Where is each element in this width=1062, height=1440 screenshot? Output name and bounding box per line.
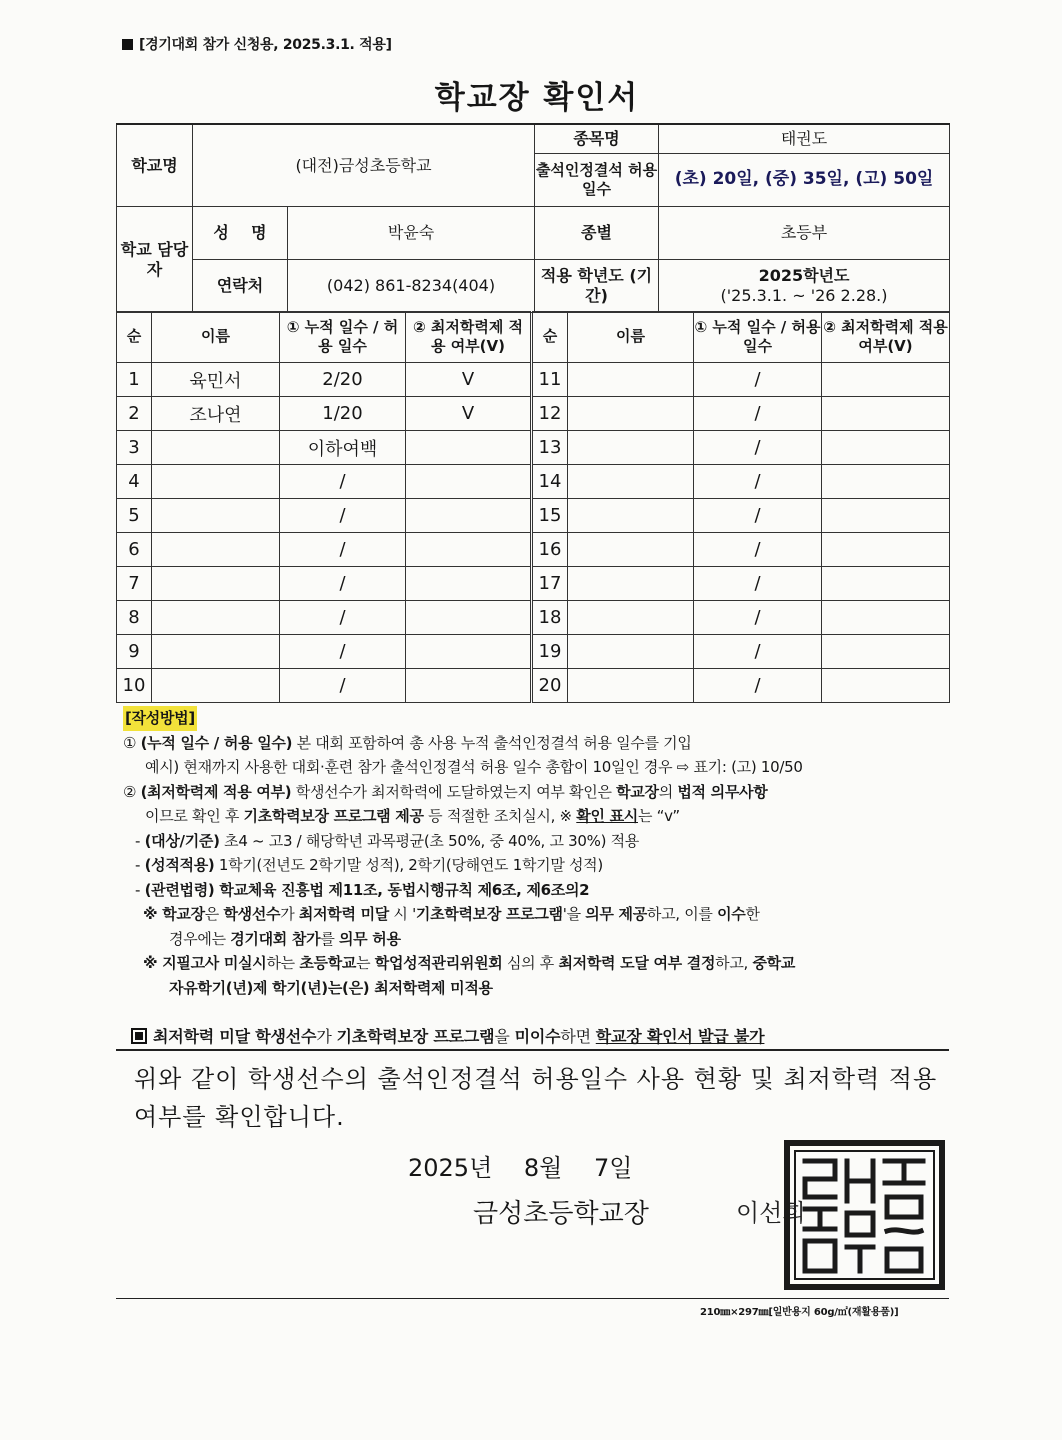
cell-min bbox=[822, 499, 950, 533]
cell-days: / bbox=[280, 567, 406, 601]
cell-days: / bbox=[280, 465, 406, 499]
method-header: [작성방법] bbox=[123, 706, 197, 731]
table-row bbox=[117, 567, 950, 601]
header-min: ② 최저학력제 적용 여부(V) bbox=[406, 312, 532, 363]
table-row bbox=[117, 601, 950, 635]
cell-min bbox=[822, 669, 950, 703]
cell-days: / bbox=[280, 533, 406, 567]
school-label: 학교명 bbox=[117, 124, 193, 207]
cell-no: 11 bbox=[532, 363, 568, 397]
cell-min bbox=[406, 499, 532, 533]
quota-label: 출석인정결석 허용 일수 bbox=[535, 154, 659, 207]
cell-no: 13 bbox=[532, 431, 568, 465]
cell-name bbox=[568, 465, 694, 499]
cell-no: 18 bbox=[532, 601, 568, 635]
final-note: 최저학력 미달 학생선수가 기초학력보장 프로그램을 미이수하면 학교장 확인서 발급 불가 bbox=[131, 1024, 764, 1047]
issuer-title: 금성초등학교장 bbox=[473, 1199, 649, 1229]
manager-label: 학교 담당자 bbox=[117, 207, 193, 313]
cell-days: / bbox=[694, 567, 822, 601]
cell-min bbox=[406, 567, 532, 601]
writing-method bbox=[123, 706, 953, 1000]
footer-divider bbox=[116, 1298, 949, 1299]
method-line: - (관련법령) 학교체육 진흥법 제11조, 동법시행규칙 제6조, 제6조의2 bbox=[135, 880, 590, 899]
cell-min: V bbox=[406, 397, 532, 431]
cell-name bbox=[152, 499, 280, 533]
cell-name bbox=[568, 397, 694, 431]
quota-value: (초) 20일, (중) 35일, (고) 50일 bbox=[659, 154, 950, 207]
event-label: 종목명 bbox=[535, 124, 659, 154]
cell-days: / bbox=[280, 601, 406, 635]
cell-name bbox=[152, 465, 280, 499]
cell-days: 2/20 bbox=[280, 363, 406, 397]
cell-name bbox=[152, 669, 280, 703]
official-seal-icon bbox=[783, 1139, 946, 1291]
name-value: 박윤숙 bbox=[288, 207, 535, 260]
method-line: ※ 학교장은 학생선수가 최저학력 미달 시 '기초학력보장 프로그램'을 의무 제공하고, 이를 이수한 bbox=[143, 905, 760, 923]
cell-no: 14 bbox=[532, 465, 568, 499]
table-row bbox=[117, 635, 950, 669]
cell-name bbox=[568, 635, 694, 669]
cell-name: 육민서 bbox=[152, 363, 280, 397]
method-line: ① (누적 일수 / 허용 일수) 본 대회 포함하여 총 사용 누적 출석인정결석 허용 일수를 기입 bbox=[123, 733, 692, 752]
header-name: 이름 bbox=[152, 312, 280, 363]
table-row bbox=[117, 499, 950, 533]
cell-min bbox=[822, 635, 950, 669]
top-note-text: [경기대회 참가 신청용, 2025.3.1. 적용] bbox=[139, 37, 392, 53]
info-table bbox=[116, 123, 950, 313]
method-line: ※ 지필고사 미실시하는 초등학교는 학업성적관리위원회 심의 후 최저학력 도달 여부 결정하고, 중학교 bbox=[143, 954, 796, 972]
header-days: ① 누적 일수 / 허용 일수 bbox=[694, 312, 822, 363]
divider bbox=[116, 1049, 949, 1051]
checkbox-icon bbox=[131, 1028, 147, 1044]
year-label: 적용 학년도 (기간) bbox=[535, 260, 659, 313]
cell-min bbox=[822, 567, 950, 601]
cell-min bbox=[406, 533, 532, 567]
cell-days: / bbox=[694, 363, 822, 397]
cell-no: 16 bbox=[532, 533, 568, 567]
cell-name bbox=[568, 431, 694, 465]
cell-no: 2 bbox=[117, 397, 152, 431]
cell-no: 15 bbox=[532, 499, 568, 533]
method-line: 자유학기(년)제 학기(년)는(은) 최저학력제 미적용 bbox=[169, 978, 493, 997]
cell-no: 6 bbox=[117, 533, 152, 567]
cell-days: 1/20 bbox=[280, 397, 406, 431]
cell-no: 10 bbox=[117, 669, 152, 703]
issue-date: 2025년 8월 7일 bbox=[408, 1154, 633, 1182]
cell-no: 5 bbox=[117, 499, 152, 533]
table-row bbox=[117, 397, 950, 431]
cell-min bbox=[406, 635, 532, 669]
cell-name bbox=[152, 431, 280, 465]
cell-no: 4 bbox=[117, 465, 152, 499]
cell-name bbox=[568, 363, 694, 397]
cell-days: / bbox=[694, 465, 822, 499]
cell-days: / bbox=[694, 431, 822, 465]
cell-no: 17 bbox=[532, 567, 568, 601]
cell-days: / bbox=[694, 533, 822, 567]
header-min: ② 최저학력제 적용 여부(V) bbox=[822, 312, 950, 363]
cell-name bbox=[568, 601, 694, 635]
page-title: 학교장 확인서 bbox=[434, 80, 640, 116]
event-value: 태권도 bbox=[659, 124, 950, 154]
method-line: 경우에는 경기대회 참가를 의무 허용 bbox=[169, 929, 401, 948]
paper-spec: 210㎜×297㎜[일반용지 60g/㎡(재활용품)] bbox=[700, 1307, 899, 1318]
cell-no: 20 bbox=[532, 669, 568, 703]
school-value: (대전)금성초등학교 bbox=[193, 124, 535, 207]
cell-no: 1 bbox=[117, 363, 152, 397]
year-value: 2025학년도 bbox=[758, 266, 850, 285]
method-line: ② (최저학력제 적용 여부) 학생선수가 최저학력에 도달하였는지 여부 확인은 학교장의 법적 의무사항 bbox=[123, 782, 768, 801]
cell-days: 이하여백 bbox=[280, 431, 406, 465]
method-line: 이므로 확인 후 기초학력보장 프로그램 제공 등 적절한 조치실시, ※ 확인 표시는 “v” bbox=[145, 807, 680, 825]
category-label: 종별 bbox=[535, 207, 659, 260]
cell-name bbox=[568, 533, 694, 567]
header-days: ① 누적 일수 / 허용 일수 bbox=[280, 312, 406, 363]
cell-min bbox=[822, 397, 950, 431]
cell-days: / bbox=[694, 601, 822, 635]
table-row bbox=[117, 431, 950, 465]
cell-days: / bbox=[694, 669, 822, 703]
header-no: 순 bbox=[532, 312, 568, 363]
cell-no: 12 bbox=[532, 397, 568, 431]
confirm-text: 위와 같이 학생선수의 출석인정결석 허용일수 사용 현황 및 최저학력 적용 여부를 확인합니다. bbox=[134, 1065, 938, 1131]
cell-min bbox=[822, 601, 950, 635]
issuer-name: 이선희 bbox=[736, 1199, 806, 1227]
table-row bbox=[117, 363, 950, 397]
cell-no: 8 bbox=[117, 601, 152, 635]
cell-min bbox=[822, 431, 950, 465]
method-line: 예시) 현재까지 사용한 대회·훈련 참가 출석인정결석 허용 일수 총합이 10일인 경우 ⇨ 표기: (고) 10/50 bbox=[145, 758, 803, 776]
cell-name bbox=[568, 499, 694, 533]
name-label: 성 명 bbox=[193, 207, 288, 260]
cell-days: / bbox=[280, 635, 406, 669]
cell-name bbox=[568, 669, 694, 703]
cell-days: / bbox=[694, 635, 822, 669]
cell-min bbox=[822, 465, 950, 499]
year-period: ('25.3.1. ~ '26 2.28.) bbox=[720, 286, 888, 305]
top-note bbox=[122, 34, 392, 54]
cell-min bbox=[406, 601, 532, 635]
cell-name bbox=[152, 635, 280, 669]
table-header-row bbox=[117, 312, 950, 363]
table-row bbox=[117, 533, 950, 567]
student-table bbox=[116, 311, 950, 703]
table-row bbox=[117, 465, 950, 499]
cell-no: 3 bbox=[117, 431, 152, 465]
cell-name: 조나연 bbox=[152, 397, 280, 431]
cell-min: V bbox=[406, 363, 532, 397]
cell-days: / bbox=[694, 397, 822, 431]
cell-min bbox=[406, 669, 532, 703]
cell-no: 7 bbox=[117, 567, 152, 601]
header-no: 순 bbox=[117, 312, 152, 363]
cell-min bbox=[406, 465, 532, 499]
year-cell bbox=[659, 260, 950, 313]
header-name: 이름 bbox=[568, 312, 694, 363]
method-line: - (성적적용) 1학기(전년도 2학기말 성적), 2학기(당해연도 1학기말 성적) bbox=[135, 856, 603, 874]
cell-min bbox=[822, 363, 950, 397]
cell-days: / bbox=[280, 669, 406, 703]
category-value: 초등부 bbox=[659, 207, 950, 260]
cell-name bbox=[152, 567, 280, 601]
cell-days: / bbox=[694, 499, 822, 533]
contact-label: 연락처 bbox=[193, 260, 288, 313]
cell-min bbox=[406, 431, 532, 465]
cell-no: 9 bbox=[117, 635, 152, 669]
cell-name bbox=[152, 601, 280, 635]
square-bullet-icon bbox=[122, 39, 133, 50]
method-line: - (대상/기준) 초4 ~ 고3 / 해당학년 과목평균(초 50%, 중 40%, 고 30%) 적용 bbox=[135, 831, 639, 850]
cell-name bbox=[568, 567, 694, 601]
cell-name bbox=[152, 533, 280, 567]
contact-value: (042) 861-8234(404) bbox=[288, 260, 535, 313]
cell-min bbox=[822, 533, 950, 567]
table-row bbox=[117, 669, 950, 703]
cell-no: 19 bbox=[532, 635, 568, 669]
cell-days: / bbox=[280, 499, 406, 533]
student-rows bbox=[117, 363, 950, 703]
